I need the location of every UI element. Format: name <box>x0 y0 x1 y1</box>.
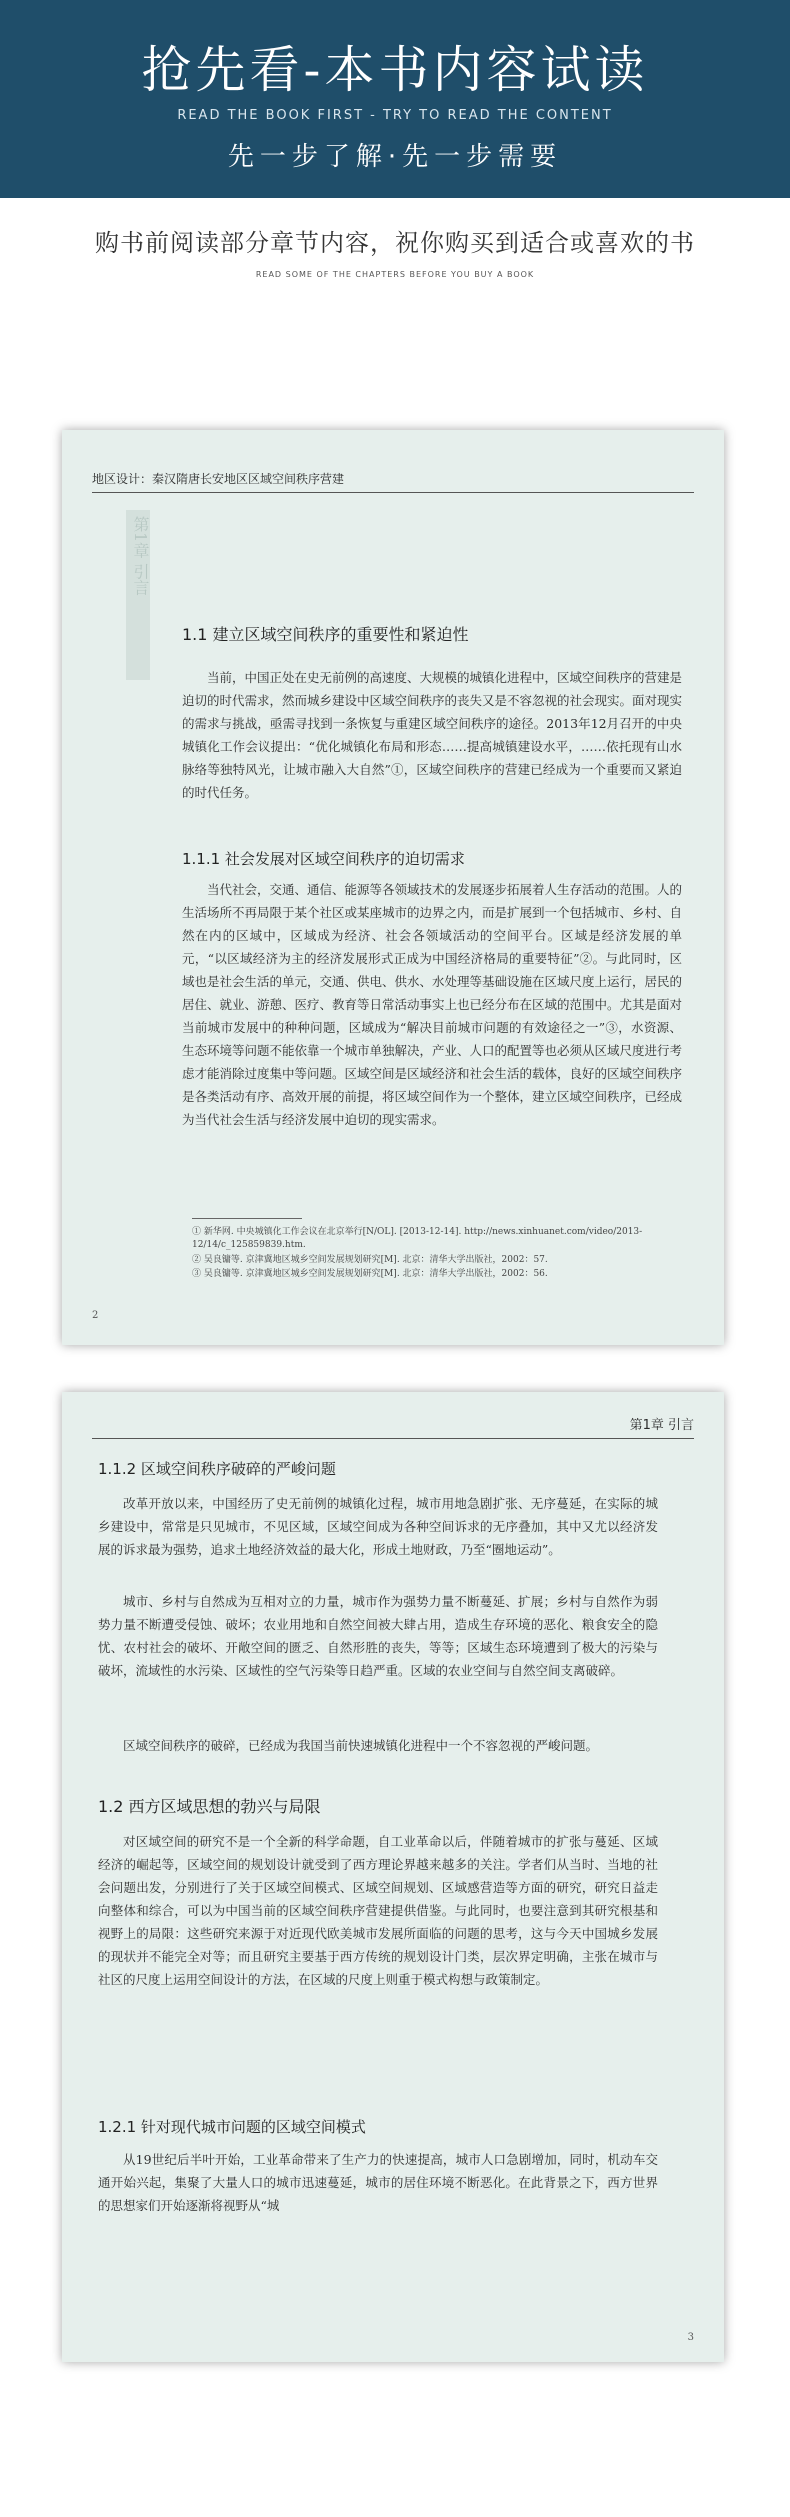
paragraph: 对区域空间的研究不是一个全新的科学命题，自工业革命以后，伴随着城市的扩张与蔓延、区域经济的崛起等，区域空间的规划设计就受到了西方理论界越来越多的关注。学者们从当时、当地的社会问题出发，分别进行了关于区域空间模式、区域空间规划、区域感营造等方面的研究，研究日益走向整体和综合，可以为中国当前的区域空间秩序营建提供借鉴。与此同时，也要注意到其研究根基和视野上的局限：这些研究来源于对近现代欧美城市发展所面临的问题的思考，这与今天中国城乡发展的现状并不能完全对等；而且研究主要基于西方传统的规划设计门类，层次界定明确，主张在城市与社区的尺度上运用空间设计的方法，在区域的尺度上则重于模式构想与政策制定。 <box>98 1834 658 1987</box>
section-heading: 1.1 建立区域空间秩序的重要性和紧迫性 <box>182 625 469 644</box>
footnote: ① 新华网. 中央城镇化工作会议在北京举行[N/OL]. [2013-12-14]. http://news.xinhuanet.com/video/2013-12/14/c_125859839.htm. <box>192 1227 643 1250</box>
header-rule <box>92 1438 694 1439</box>
intro-subtext: READ SOME OF THE CHAPTERS BEFORE YOU BUY A BOOK <box>255 270 535 279</box>
paragraph: 当代社会，交通、通信、能源等各领域技术的发展逐步拓展着人生存活动的范围。人的生活场所不再局限于某个社区或某座城市的边界之内，而是扩展到一个包括城市、乡村、自然在内的区域中，区域成为经济、社会各领域活动的空间平台。区域是经济发展的单元，“以区域经济为主的经济发展形式正成为中国经济格局的重要特征”②。与此同时，区域也是社会生活的单元，交通、供电、供水、水处理等基础设施在区域尺度上运行，居民的居住、就业、游憩、医疗、教育等日常活动事实上也已经分布在区域的范围中。尤其是面对当前城市发展中的种种问题，区域成为“解决目前城市问题的有效途径之一”③，水资源、生态环境等问题不能依靠一个城市单独解决，产业、人口的配置等也必须从区域尺度进行考虑才能消除过度集中等问题。区域空间是区域经济和社会生活的载体，良好的区域空间秩序是各类活动有序、高效开展的前提，将区域空间作为一个整体，建立区域空间秩序，已经成为当代社会生活与经济发展中迫切的现实需求。 <box>182 882 683 1127</box>
header-rule <box>92 492 694 493</box>
page-number: 2 <box>92 1310 99 1321</box>
paragraph: 从19世纪后半叶开始，工业革命带来了生产力的快速提高，城市人口急剧增加，同时，机动车交通开始兴起，集聚了大量人口的城市迅速蔓延，城市的居住环境不断恶化。在此背景之下，西方世界的思想家们开始逐渐将视野从“城 <box>98 2152 658 2213</box>
footnote-rule <box>192 1218 302 1219</box>
subsection-heading: 1.1.2 区域空间秩序破碎的严峻问题 <box>98 1460 336 1478</box>
chapter-side-label: 第1章 引言 <box>131 516 150 596</box>
chapter-side-mark <box>126 510 150 680</box>
section-heading: 1.2 西方区域思想的勃兴与局限 <box>98 1797 321 1816</box>
running-head: 地区设计：秦汉隋唐长安地区区域空间秩序营建 <box>92 472 345 486</box>
header-banner <box>0 0 790 198</box>
banner-title: 抢先看-本书内容试读 <box>141 41 649 99</box>
running-head: 第1章 引言 <box>629 1418 694 1433</box>
book-page-2 <box>62 430 724 1345</box>
footnote: ③ 吴良镛等. 京津冀地区城乡空间发展规划研究[M]. 北京：清华大学出版社，2002：56. <box>192 1269 548 1279</box>
footnote: ② 吴良镛等. 京津冀地区城乡空间发展规划研究[M]. 北京：清华大学出版社，2002：57. <box>192 1255 548 1265</box>
intro-text: 购书前阅读部分章节内容，祝你购买到适合或喜欢的书 <box>95 229 695 257</box>
banner-subtitle: READ THE BOOK FIRST - TRY TO READ THE CONTENT <box>177 108 613 123</box>
book-page-3 <box>62 1392 724 2362</box>
subsection-heading: 1.1.1 社会发展对区域空间秩序的迫切需求 <box>182 850 465 868</box>
paragraph: 改革开放以来，中国经历了史无前例的城镇化过程，城市用地急剧扩张、无序蔓延，在实际的城乡建设中，常常是只见城市，不见区域，区域空间成为各种空间诉求的无序叠加，其中又尤以经济发展的诉求最为强势，追求土地经济效益的最大化，形成土地财政，乃至“圈地运动”。 <box>98 1496 658 1557</box>
subsection-heading: 1.2.1 针对现代城市问题的区域空间模式 <box>98 2118 366 2136</box>
banner-tagline: 先一步了解·先一步需要 <box>227 142 563 172</box>
paragraph: 当前，中国正处在史无前例的高速度、大规模的城镇化进程中，区域空间秩序的营建是迫切的时代需求，然而城乡建设中区域空间秩序的丧失又是不容忽视的社会现实。面对现实的需求与挑战，亟需寻找到一条恢复与重建区域空间秩序的途径。2013年12月召开的中央城镇化工作会议提出：“优化城镇化布局和形态……提高城镇建设水平，……依托现有山水脉络等独特风光，让城市融入大自然”①，区域空间秩序的营建已经成为一个重要而又紧迫的时代任务。 <box>182 670 683 800</box>
paragraph: 城市、乡村与自然成为互相对立的力量，城市作为强势力量不断蔓延、扩展；乡村与自然作为弱势力量不断遭受侵蚀、破坏；农业用地和自然空间被大肆占用，造成生存环境的恶化、粮食安全的隐忧、农村社会的破坏、开敞空间的匮乏、自然形胜的丧失，等等；区域生态环境遭到了极大的污染与破坏，流域性的水污染、区域性的空气污染等日趋严重。区域的农业空间与自然空间支离破碎。 <box>98 1594 658 1678</box>
page-number: 3 <box>687 2332 694 2343</box>
paragraph: 区域空间秩序的破碎，已经成为我国当前快速城镇化进程中一个不容忽视的严峻问题。 <box>123 1738 599 1753</box>
